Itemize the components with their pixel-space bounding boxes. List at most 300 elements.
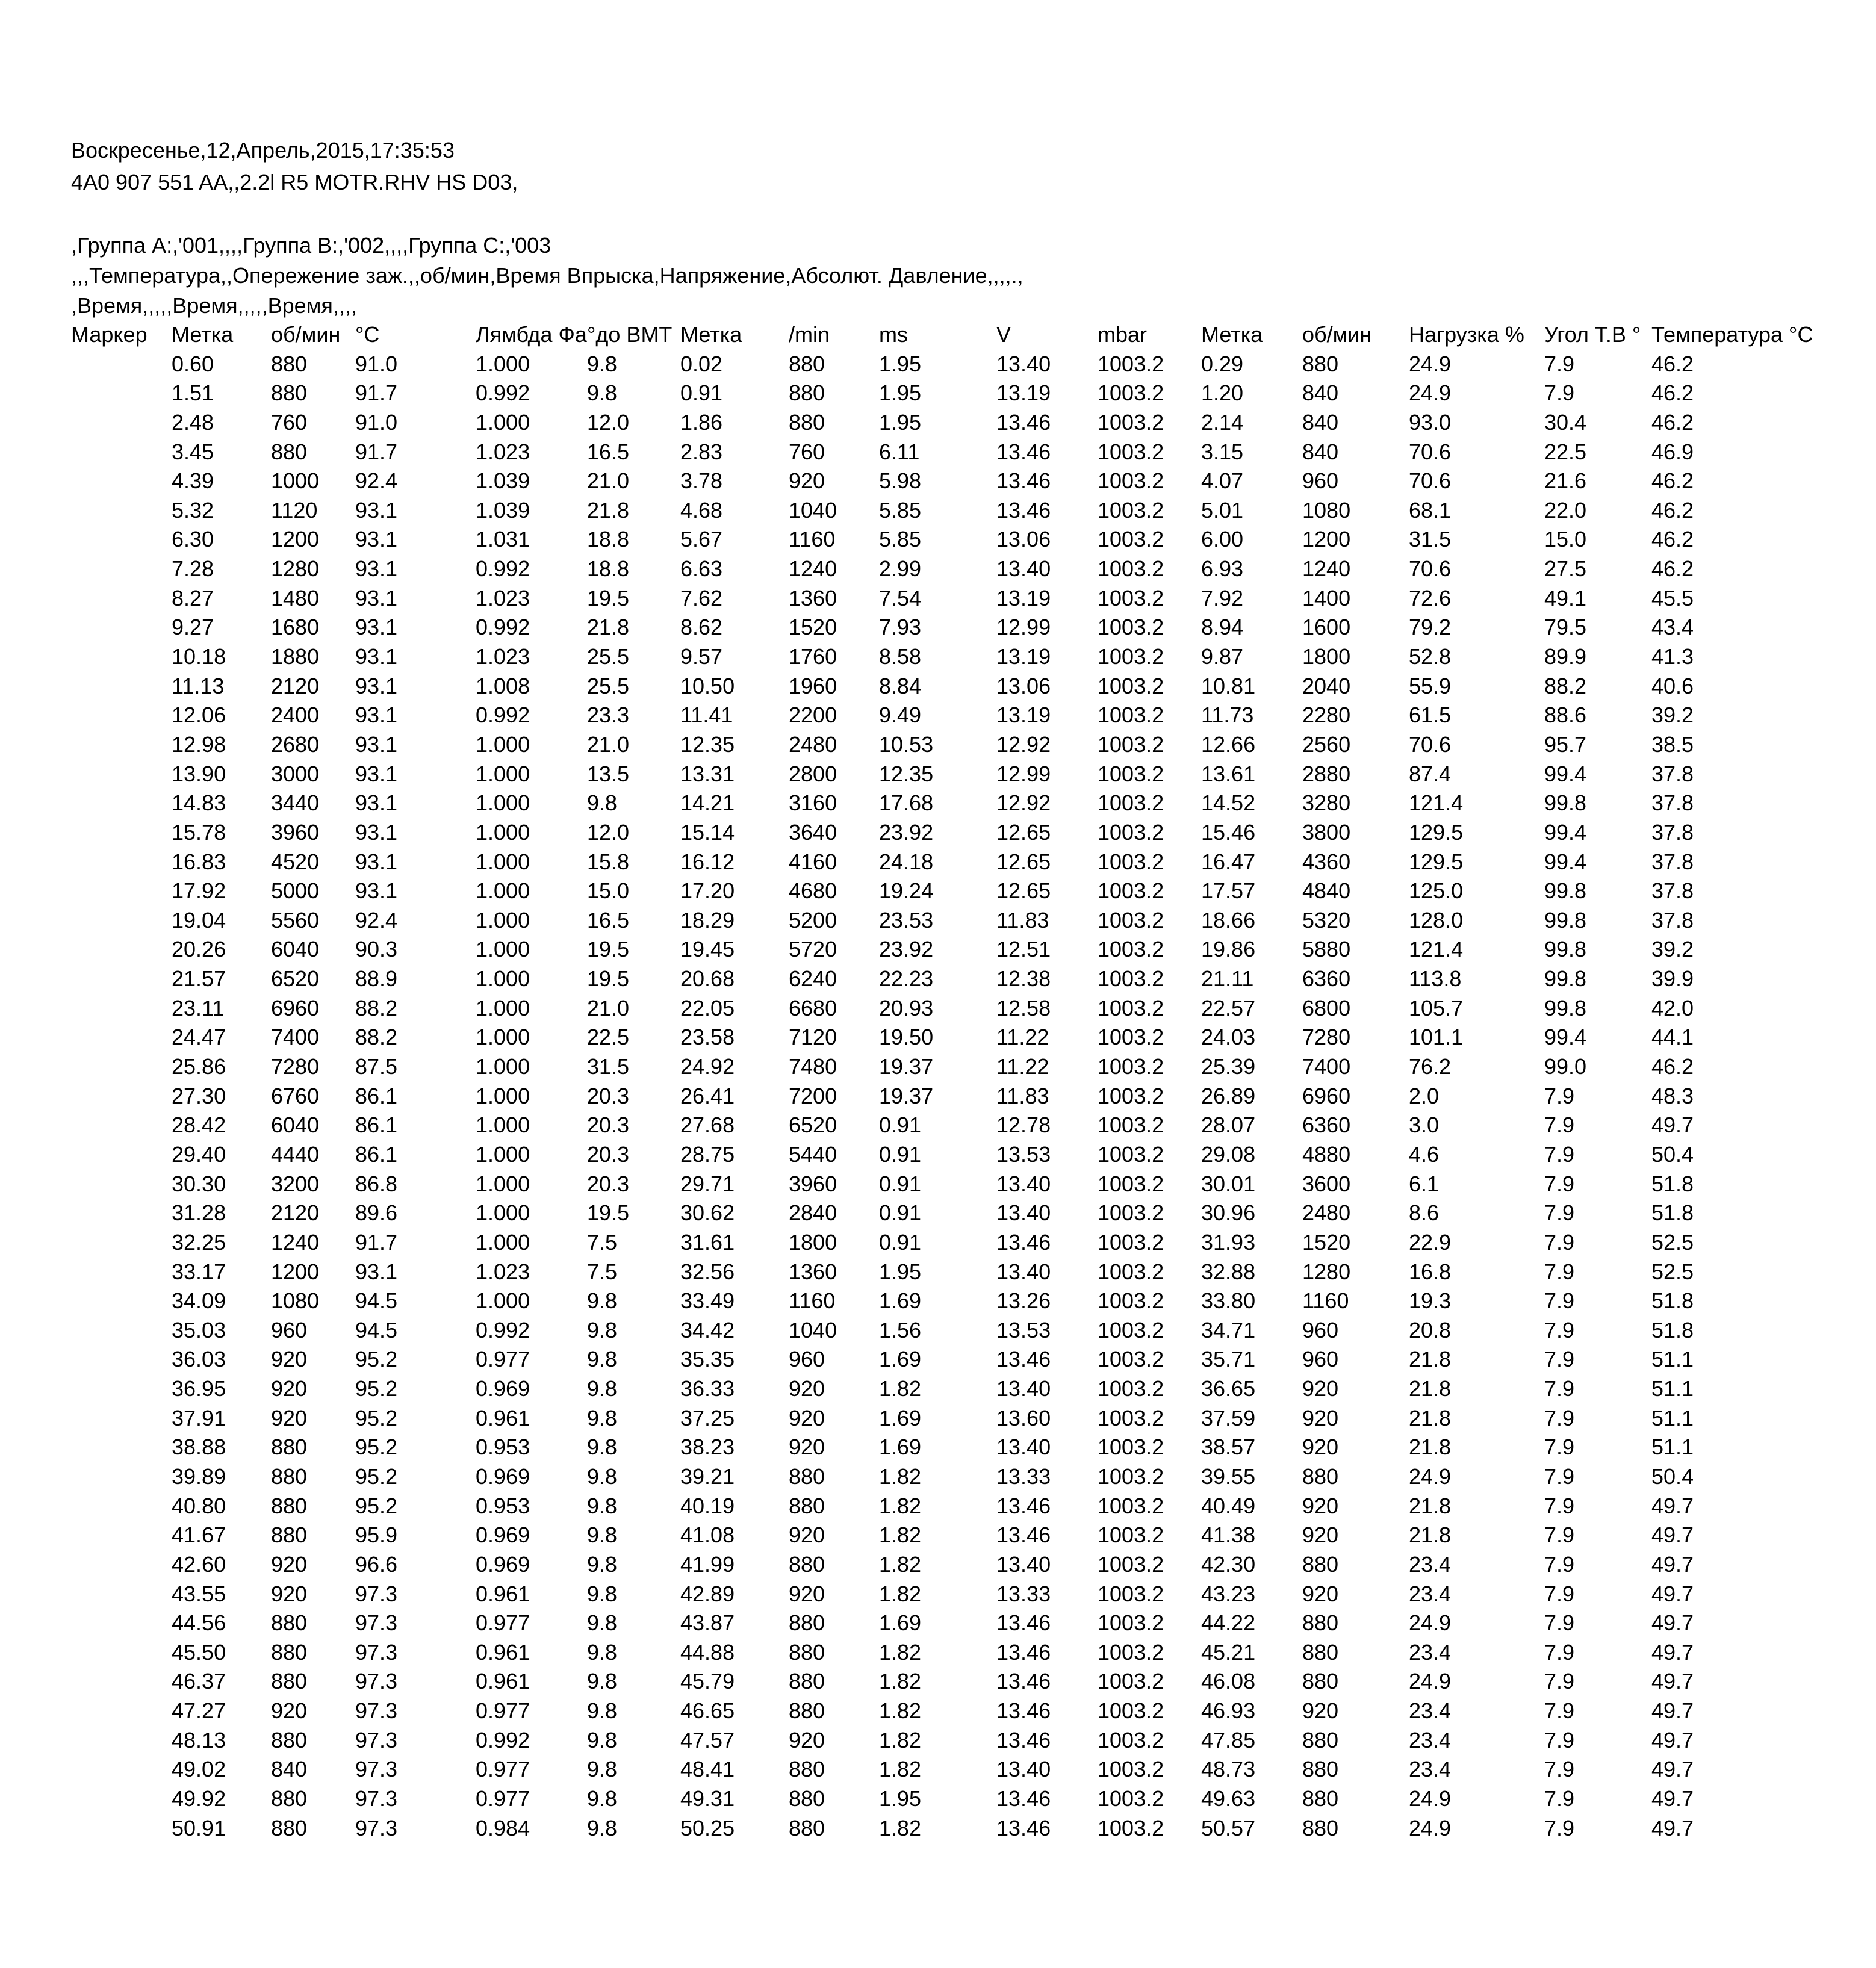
value-cell: 880 <box>789 380 825 406</box>
value-cell: 79.2 <box>1409 615 1452 640</box>
value-cell: 51.1 <box>1651 1405 1694 1430</box>
value-cell: 1360 <box>789 1259 837 1284</box>
value-cell: 37.8 <box>1651 819 1694 845</box>
value-cell: 0.91 <box>879 1141 922 1167</box>
value-cell: 89.6 <box>355 1200 398 1226</box>
value-cell: 9.8 <box>587 1464 618 1489</box>
value-cell: 0.992 <box>476 1317 530 1343</box>
value-cell: 13.46 <box>996 468 1051 494</box>
value-cell: 7.9 <box>1544 1493 1575 1518</box>
value-cell: 49.7 <box>1651 1698 1694 1724</box>
value-cell: 7.9 <box>1544 1727 1575 1752</box>
value-cell: 94.5 <box>355 1288 398 1314</box>
value-cell: 49.7 <box>1651 1610 1694 1636</box>
value-cell: 1.000 <box>476 1025 530 1050</box>
value-cell: 1.95 <box>879 380 922 406</box>
value-cell: 1.69 <box>879 1405 922 1430</box>
value-cell: 43.55 <box>172 1581 226 1606</box>
value-cell: 42.60 <box>172 1551 226 1577</box>
value-cell: 42.30 <box>1201 1551 1256 1577</box>
value-cell: 93.1 <box>355 703 398 728</box>
value-cell: 23.58 <box>680 1025 735 1050</box>
marker-cell <box>71 408 172 438</box>
value-cell: 1003.2 <box>1098 439 1164 464</box>
value-cell: 23.4 <box>1409 1639 1452 1665</box>
marker-cell <box>71 1814 172 1843</box>
value-cell: 13.33 <box>996 1464 1051 1489</box>
value-cell: 7.9 <box>1544 1435 1575 1460</box>
value-cell: 1003.2 <box>1098 644 1164 669</box>
value-cell: 3.78 <box>680 468 723 494</box>
value-cell: 25.5 <box>587 673 630 698</box>
value-cell: 49.7 <box>1651 1523 1694 1548</box>
value-cell: 36.33 <box>680 1376 735 1402</box>
value-cell: 95.2 <box>355 1464 398 1489</box>
value-cell: 93.1 <box>355 819 398 845</box>
value-cell: 30.62 <box>680 1200 735 1226</box>
value-cell: 6040 <box>271 937 320 962</box>
value-cell: 1003.2 <box>1098 409 1164 435</box>
value-cell: 1.031 <box>476 527 530 552</box>
value-cell: 13.31 <box>680 761 735 786</box>
value-cell: 7.5 <box>587 1229 618 1255</box>
value-cell: 1003.2 <box>1098 907 1164 933</box>
value-cell: 46.93 <box>1201 1698 1256 1724</box>
value-cell: 94.5 <box>355 1317 398 1343</box>
value-cell: 9.8 <box>587 1288 618 1314</box>
value-cell: 23.4 <box>1409 1551 1452 1577</box>
value-cell: 95.2 <box>355 1376 398 1402</box>
marker-cell <box>71 1258 172 1287</box>
value-cell: 91.0 <box>355 409 398 435</box>
value-cell: 15.78 <box>172 819 226 845</box>
marker-cell <box>71 1609 172 1638</box>
value-cell: 0.977 <box>476 1347 530 1372</box>
value-cell: 93.1 <box>355 497 398 523</box>
value-cell: 7.9 <box>1544 351 1575 376</box>
value-cell: 93.1 <box>355 849 398 874</box>
value-cell: 1.000 <box>476 1054 530 1079</box>
value-cell: 1520 <box>1302 1229 1351 1255</box>
value-cell: 23.3 <box>587 703 630 728</box>
value-cell: 1003.2 <box>1098 819 1164 845</box>
ecu-id-line: 4A0 907 551 AA,,2.2l R5 MOTR.RHV HS D03, <box>71 170 518 194</box>
value-cell: 13.60 <box>996 1405 1051 1430</box>
value-cell: 3.0 <box>1409 1113 1440 1138</box>
value-cell: 88.6 <box>1544 703 1587 728</box>
value-cell: 880 <box>1302 1610 1339 1636</box>
value-cell: 24.9 <box>1409 1786 1452 1811</box>
value-cell: 46.9 <box>1651 439 1694 464</box>
value-cell: 3280 <box>1302 790 1351 816</box>
value-cell: 6.63 <box>680 556 723 582</box>
value-cell: 920 <box>789 1523 825 1548</box>
value-cell: 1003.2 <box>1098 1141 1164 1167</box>
value-cell: 40.19 <box>680 1493 735 1518</box>
value-cell: 24.9 <box>1409 380 1452 406</box>
value-cell: 1160 <box>789 1288 836 1314</box>
value-cell: 16.8 <box>1409 1259 1452 1284</box>
value-cell: 88.2 <box>355 995 398 1020</box>
value-cell: 1.000 <box>476 409 530 435</box>
value-cell: 43.87 <box>680 1610 735 1636</box>
value-cell: 24.92 <box>680 1054 735 1079</box>
value-cell: 88.9 <box>355 966 398 992</box>
value-cell: 920 <box>1302 1405 1339 1430</box>
value-cell: 920 <box>789 1727 825 1752</box>
value-cell: 99.4 <box>1544 761 1587 786</box>
value-cell: 23.92 <box>879 937 934 962</box>
marker-cell <box>71 1755 172 1784</box>
value-cell: 0.992 <box>476 703 530 728</box>
value-cell: 7.9 <box>1544 1757 1575 1782</box>
value-cell: 5.85 <box>879 527 922 552</box>
value-cell: 2840 <box>789 1200 837 1226</box>
marker-cell <box>71 1667 172 1696</box>
value-cell: 7.9 <box>1544 1610 1575 1636</box>
value-cell: 0.91 <box>879 1200 922 1226</box>
value-cell: 1.000 <box>476 1083 530 1108</box>
value-cell: 5880 <box>1302 937 1351 962</box>
value-cell: 3200 <box>271 1171 320 1196</box>
value-cell: 13.40 <box>996 556 1051 582</box>
value-cell: 12.58 <box>996 995 1051 1020</box>
value-cell: 1680 <box>271 615 320 640</box>
value-cell: 113.8 <box>1409 966 1462 992</box>
value-cell: 12.99 <box>996 615 1051 640</box>
value-cell: 3440 <box>271 790 320 816</box>
value-cell: 12.78 <box>996 1113 1051 1138</box>
value-cell: 1.000 <box>476 731 530 757</box>
value-cell: 70.6 <box>1409 468 1452 494</box>
value-cell: 7.9 <box>1544 1376 1575 1402</box>
marker-cell <box>71 877 172 906</box>
value-cell: 93.1 <box>355 527 398 552</box>
value-cell: 1003.2 <box>1098 1054 1164 1079</box>
value-cell: 1160 <box>1302 1288 1349 1314</box>
value-cell: 6360 <box>1302 1113 1351 1138</box>
value-cell: 21.6 <box>1544 468 1587 494</box>
value-cell: 1.82 <box>879 1815 922 1840</box>
value-cell: 7.9 <box>1544 1317 1575 1343</box>
value-cell: 4840 <box>1302 878 1351 904</box>
marker-cell <box>71 1580 172 1609</box>
value-cell: 41.08 <box>680 1523 735 1548</box>
value-cell: 99.4 <box>1544 1025 1587 1050</box>
value-cell: 1003.2 <box>1098 761 1164 786</box>
value-cell: 2.14 <box>1201 409 1244 435</box>
value-cell: 9.8 <box>587 1610 618 1636</box>
value-cell: 1003.2 <box>1098 1551 1164 1577</box>
value-cell: 125.0 <box>1409 878 1464 904</box>
marker-cell <box>71 379 172 408</box>
value-cell: 22.9 <box>1409 1229 1452 1255</box>
value-cell: 0.60 <box>172 351 214 376</box>
value-cell: 13.46 <box>996 1347 1051 1372</box>
value-cell: 91.0 <box>355 351 398 376</box>
value-cell: 9.8 <box>587 1698 618 1724</box>
value-cell: 0.977 <box>476 1610 530 1636</box>
marker-cell <box>71 1199 172 1228</box>
value-cell: 1.95 <box>879 1786 922 1811</box>
column-header-15: Температура °C <box>1651 322 1813 347</box>
value-cell: 47.85 <box>1201 1727 1256 1752</box>
marker-cell <box>71 525 172 554</box>
value-cell: 24.47 <box>172 1025 226 1050</box>
value-cell: 1.82 <box>879 1639 922 1665</box>
value-cell: 1.000 <box>476 937 530 962</box>
value-cell: 840 <box>1302 439 1339 464</box>
value-cell: 880 <box>1302 1757 1339 1782</box>
value-cell: 93.1 <box>355 585 398 610</box>
value-cell: 7280 <box>271 1054 320 1079</box>
value-cell: 86.1 <box>355 1141 398 1167</box>
value-cell: 7.9 <box>1544 1083 1575 1108</box>
marker-cell <box>71 584 172 613</box>
value-cell: 3960 <box>271 819 320 845</box>
value-cell: 1003.2 <box>1098 1815 1164 1840</box>
value-cell: 0.961 <box>476 1405 530 1430</box>
value-cell: 10.53 <box>879 731 934 757</box>
value-cell: 5000 <box>271 878 320 904</box>
value-cell: 49.7 <box>1651 1815 1694 1840</box>
value-cell: 1040 <box>789 497 837 523</box>
value-cell: 46.65 <box>680 1698 735 1724</box>
value-cell: 1003.2 <box>1098 1317 1164 1343</box>
value-cell: 13.5 <box>587 761 630 786</box>
value-cell: 9.57 <box>680 644 723 669</box>
value-cell: 121.4 <box>1409 937 1464 962</box>
value-cell: 1800 <box>789 1229 837 1255</box>
value-cell: 1400 <box>1302 585 1351 610</box>
column-header-9: V <box>996 322 1011 347</box>
value-cell: 15.8 <box>587 849 630 874</box>
value-cell: 93.1 <box>355 644 398 669</box>
value-cell: 1.86 <box>680 409 723 435</box>
value-cell: 97.3 <box>355 1786 398 1811</box>
value-cell: 20.3 <box>587 1141 630 1167</box>
value-cell: 22.05 <box>680 995 735 1020</box>
value-cell: 0.977 <box>476 1698 530 1724</box>
value-cell: 9.8 <box>587 1376 618 1402</box>
value-cell: 12.92 <box>996 731 1051 757</box>
value-cell: 5320 <box>1302 907 1351 933</box>
value-cell: 25.5 <box>587 644 630 669</box>
value-cell: 13.26 <box>996 1288 1051 1314</box>
value-cell: 5440 <box>789 1141 837 1167</box>
value-cell: 90.3 <box>355 937 398 962</box>
value-cell: 16.5 <box>587 907 630 933</box>
value-cell: 920 <box>1302 1523 1339 1548</box>
value-cell: 93.1 <box>355 1259 398 1284</box>
value-cell: 33.80 <box>1201 1288 1256 1314</box>
value-cell: 7.54 <box>879 585 922 610</box>
value-cell: 0.29 <box>1201 351 1244 376</box>
value-cell: 3000 <box>271 761 320 786</box>
value-cell: 13.06 <box>996 673 1051 698</box>
value-cell: 9.8 <box>587 380 618 406</box>
marker-cell <box>71 1023 172 1052</box>
value-cell: 1040 <box>789 1317 837 1343</box>
value-cell: 0.969 <box>476 1464 530 1489</box>
value-cell: 1003.2 <box>1098 1113 1164 1138</box>
value-cell: 1003.2 <box>1098 1259 1164 1284</box>
value-cell: 7.5 <box>587 1259 618 1284</box>
value-cell: 1.023 <box>476 439 530 464</box>
value-cell: 880 <box>789 409 825 435</box>
value-cell: 25.39 <box>1201 1054 1256 1079</box>
value-cell: 1003.2 <box>1098 556 1164 582</box>
value-cell: 880 <box>271 351 308 376</box>
value-cell: 12.98 <box>172 731 226 757</box>
value-cell: 1.000 <box>476 1288 530 1314</box>
value-cell: 1.69 <box>879 1435 922 1460</box>
value-cell: 1003.2 <box>1098 1493 1164 1518</box>
marker-cell <box>71 1082 172 1111</box>
value-cell: 16.5 <box>587 439 630 464</box>
value-cell: 2200 <box>789 703 837 728</box>
value-cell: 15.46 <box>1201 819 1256 845</box>
value-cell: 25.86 <box>172 1054 226 1079</box>
value-cell: 1003.2 <box>1098 937 1164 962</box>
value-cell: 4.39 <box>172 468 214 494</box>
value-cell: 12.92 <box>996 790 1051 816</box>
value-cell: 7400 <box>271 1025 320 1050</box>
value-cell: 18.29 <box>680 907 735 933</box>
value-cell: 49.1 <box>1544 585 1587 610</box>
value-cell: 44.88 <box>680 1639 735 1665</box>
value-cell: 61.5 <box>1409 703 1452 728</box>
value-cell: 50.4 <box>1651 1141 1694 1167</box>
value-cell: 43.4 <box>1651 615 1694 640</box>
value-cell: 880 <box>789 1493 825 1518</box>
value-cell: 0.984 <box>476 1815 530 1840</box>
value-cell: 47.57 <box>680 1727 735 1752</box>
value-cell: 1003.2 <box>1098 1669 1164 1694</box>
value-cell: 12.0 <box>587 409 630 435</box>
value-cell: 93.1 <box>355 556 398 582</box>
value-cell: 95.2 <box>355 1405 398 1430</box>
value-cell: 1.82 <box>879 1493 922 1518</box>
marker-cell <box>71 994 172 1023</box>
value-cell: 49.7 <box>1651 1669 1694 1694</box>
value-cell: 13.46 <box>996 1786 1051 1811</box>
value-cell: 13.46 <box>996 1610 1051 1636</box>
value-cell: 6.00 <box>1201 527 1244 552</box>
value-cell: 46.2 <box>1651 409 1694 435</box>
value-cell: 51.8 <box>1651 1171 1694 1196</box>
value-cell: 0.977 <box>476 1786 530 1811</box>
value-cell: 19.24 <box>879 878 934 904</box>
value-cell: 91.7 <box>355 380 398 406</box>
value-cell: 7.9 <box>1544 1669 1575 1694</box>
value-cell: 9.8 <box>587 790 618 816</box>
value-cell: 49.63 <box>1201 1786 1256 1811</box>
marker-cell <box>71 642 172 672</box>
value-cell: 86.1 <box>355 1083 398 1108</box>
value-cell: 17.57 <box>1201 878 1256 904</box>
value-cell: 13.40 <box>996 1200 1051 1226</box>
value-cell: 17.20 <box>680 878 735 904</box>
value-cell: 2.0 <box>1409 1083 1440 1108</box>
value-cell: 0.961 <box>476 1639 530 1665</box>
value-cell: 11.22 <box>996 1025 1049 1050</box>
value-cell: 1003.2 <box>1098 1229 1164 1255</box>
value-cell: 0.953 <box>476 1435 530 1460</box>
value-cell: 14.52 <box>1201 790 1256 816</box>
value-cell: 1.95 <box>879 351 922 376</box>
value-cell: 8.6 <box>1409 1200 1440 1226</box>
value-cell: 92.4 <box>355 907 398 933</box>
value-cell: 9.27 <box>172 615 214 640</box>
value-cell: 88.2 <box>355 1025 398 1050</box>
value-cell: 44.56 <box>172 1610 226 1636</box>
marker-cell <box>71 350 172 379</box>
value-cell: 11.83 <box>996 907 1049 933</box>
value-cell: 13.61 <box>1201 761 1256 786</box>
value-cell: 2400 <box>271 703 320 728</box>
value-cell: 3600 <box>1302 1171 1351 1196</box>
value-cell: 12.99 <box>996 761 1051 786</box>
value-cell: 41.38 <box>1201 1523 1256 1548</box>
value-cell: 21.8 <box>1409 1405 1452 1430</box>
value-cell: 1480 <box>271 585 320 610</box>
value-cell: 8.27 <box>172 585 214 610</box>
value-cell: 13.40 <box>996 1171 1051 1196</box>
value-cell: 49.7 <box>1651 1581 1694 1606</box>
column-header-2: об/мин <box>271 322 341 347</box>
value-cell: 79.5 <box>1544 615 1587 640</box>
value-cell: 49.7 <box>1651 1727 1694 1752</box>
value-cell: 37.59 <box>1201 1405 1256 1430</box>
value-cell: 70.6 <box>1409 556 1452 582</box>
value-cell: 13.46 <box>996 439 1051 464</box>
value-cell: 31.5 <box>587 1054 630 1079</box>
value-cell: 4.68 <box>680 497 723 523</box>
value-cell: 7.9 <box>1544 1815 1575 1840</box>
value-cell: 0.91 <box>879 1171 922 1196</box>
value-cell: 0.992 <box>476 615 530 640</box>
value-cell: 880 <box>271 380 308 406</box>
value-cell: 5.01 <box>1201 497 1244 523</box>
value-cell: 4680 <box>789 878 837 904</box>
value-cell: 38.88 <box>172 1435 226 1460</box>
value-cell: 920 <box>1302 1376 1339 1402</box>
value-cell: 24.9 <box>1409 1610 1452 1636</box>
value-cell: 1200 <box>1302 527 1351 552</box>
value-cell: 13.46 <box>996 1523 1051 1548</box>
marker-cell <box>71 496 172 526</box>
value-cell: 49.7 <box>1651 1639 1694 1665</box>
value-cell: 20.3 <box>587 1083 630 1108</box>
value-cell: 7480 <box>789 1054 837 1079</box>
value-cell: 30.4 <box>1544 409 1587 435</box>
value-cell: 13.19 <box>996 644 1051 669</box>
value-cell: 35.35 <box>680 1347 735 1372</box>
value-cell: 50.57 <box>1201 1815 1256 1840</box>
marker-cell <box>71 848 172 877</box>
value-cell: 93.1 <box>355 761 398 786</box>
value-cell: 7.62 <box>680 585 723 610</box>
groups-line: ,Группа A:,'001,,,,Группа B:,'002,,,,Группа C:,'003 <box>71 233 551 258</box>
value-cell: 3960 <box>789 1171 837 1196</box>
value-cell: 1003.2 <box>1098 1757 1164 1782</box>
value-cell: 9.8 <box>587 1786 618 1811</box>
value-cell: 7.92 <box>1201 585 1244 610</box>
value-cell: 30.30 <box>172 1171 226 1196</box>
value-cell: 46.08 <box>1201 1669 1256 1694</box>
value-cell: 9.87 <box>1201 644 1244 669</box>
